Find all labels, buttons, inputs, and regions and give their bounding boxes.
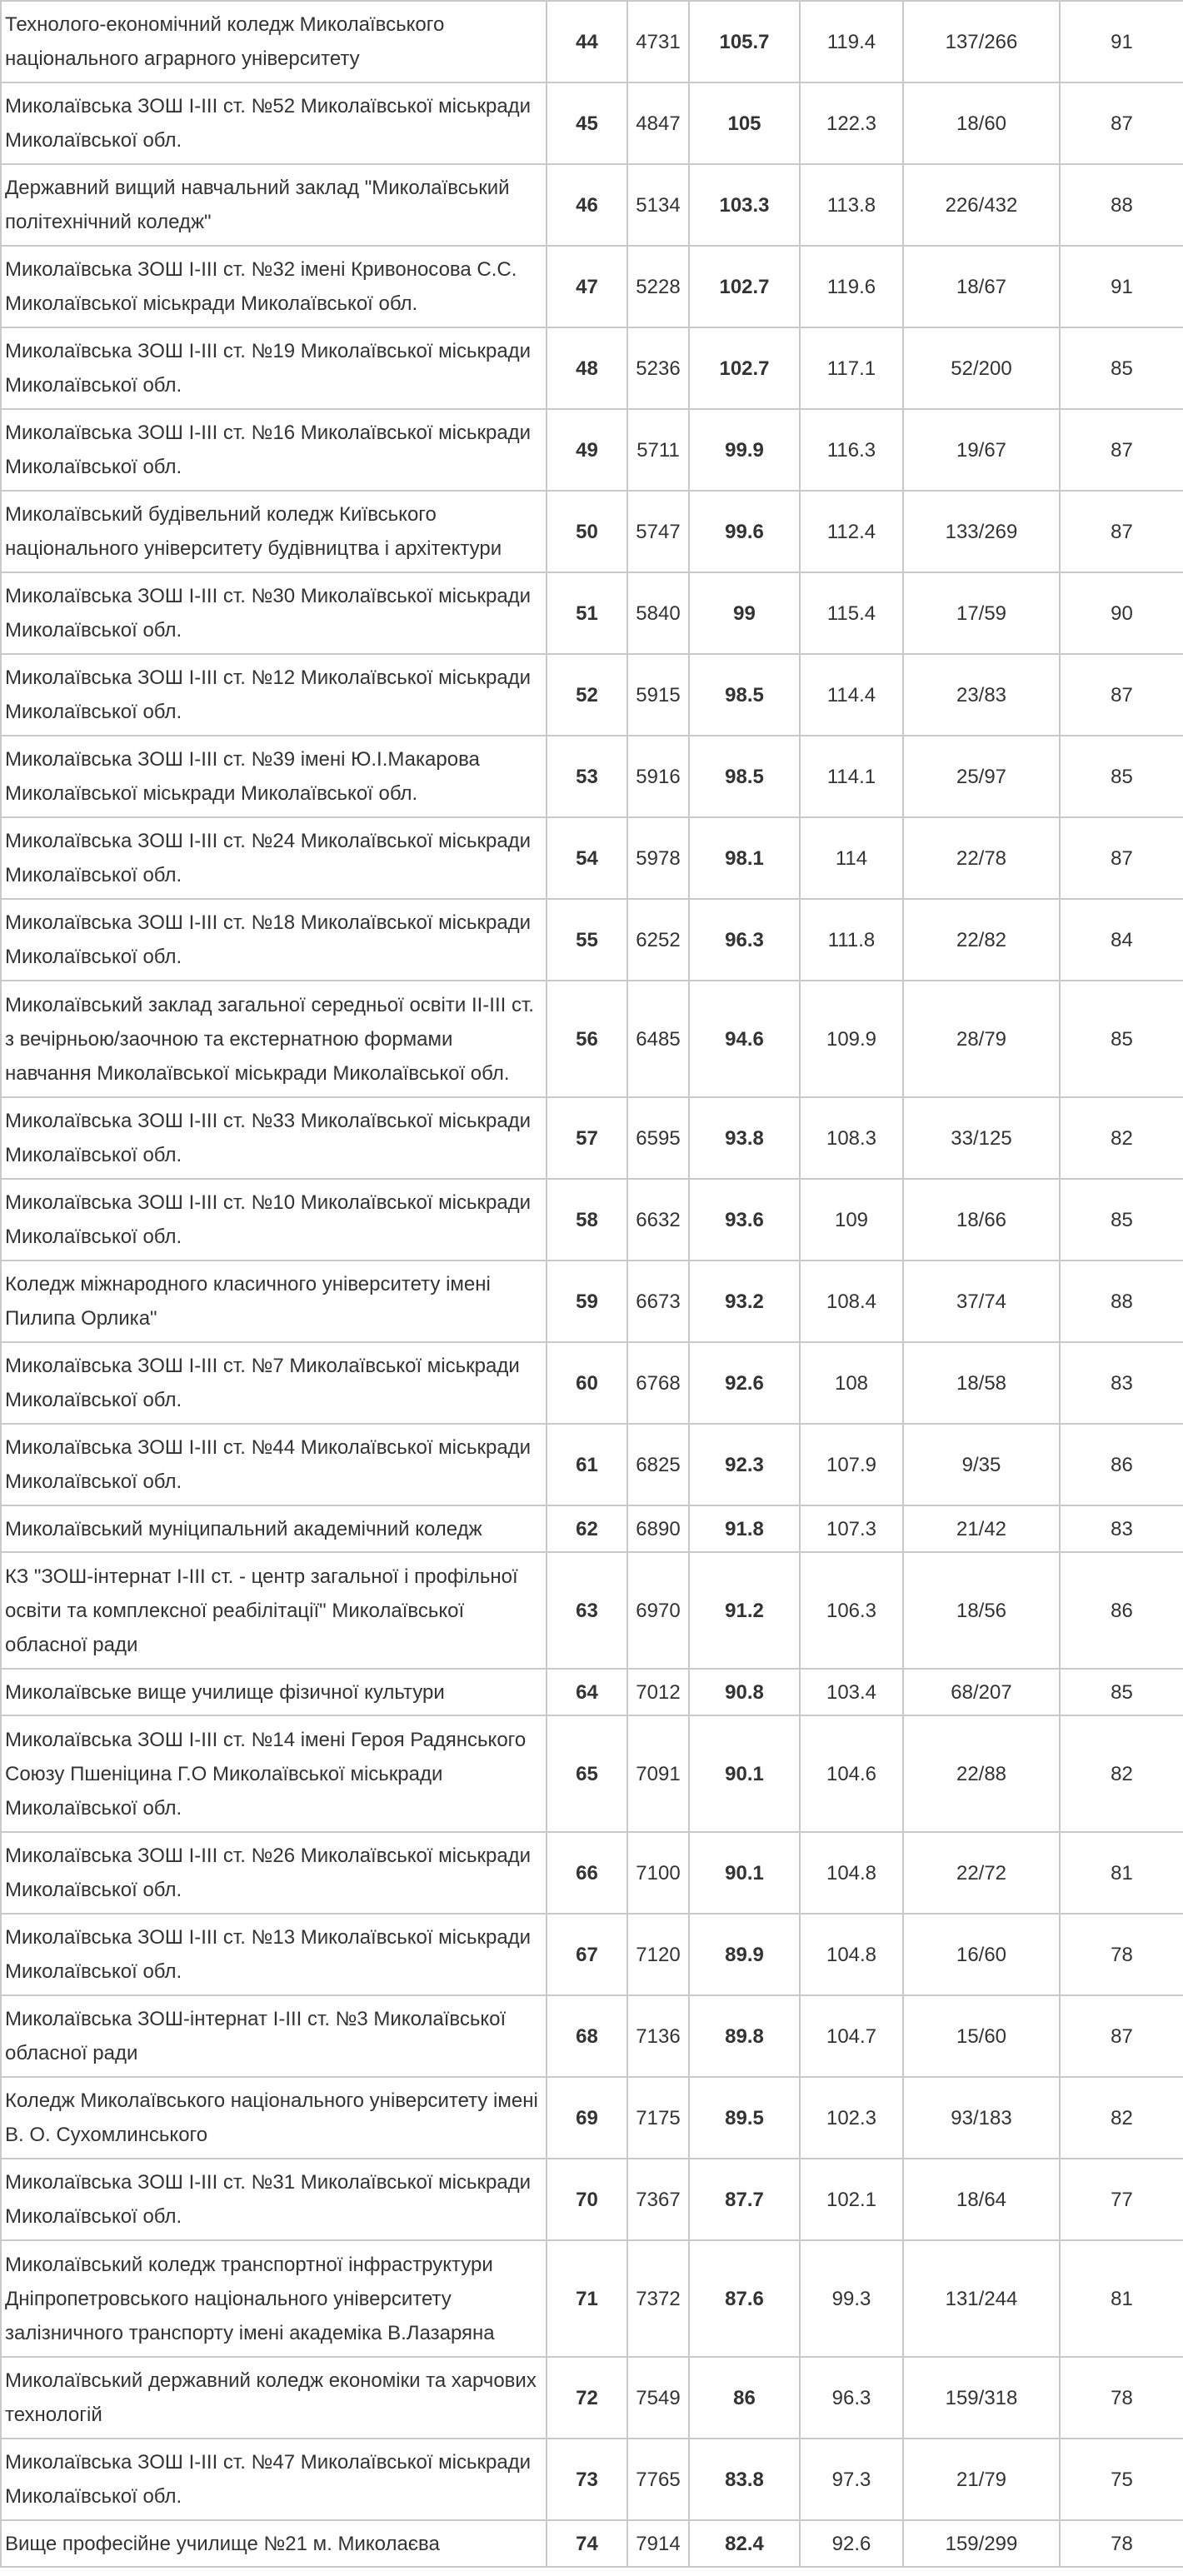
ratio-cell: 22/72: [903, 1832, 1060, 1914]
school-name-cell: КЗ "ЗОШ-інтернат I-III ст. - центр загальної і профільної освіти та комплексної реабілітації" Миколаївської обласної ради: [1, 1552, 547, 1669]
position-cell: 6890: [627, 1505, 689, 1552]
position-cell: 7091: [627, 1715, 689, 1832]
score-cell: 96.3: [689, 899, 800, 981]
table-row: [1, 327, 1183, 409]
average-cell: 108.4: [800, 1261, 903, 1342]
position-cell: 4731: [627, 1, 689, 82]
score-cell: 90.1: [689, 1715, 800, 1832]
percent-cell: 86: [1060, 1424, 1183, 1505]
position-cell: 5228: [627, 246, 689, 327]
ratio-cell: 68/207: [903, 1669, 1060, 1715]
position-cell: 7549: [627, 2357, 689, 2439]
percent-cell: 85: [1060, 1179, 1183, 1261]
table-row: [1, 817, 1183, 899]
rank-cell: 57: [547, 1097, 627, 1179]
rank-cell: 54: [547, 817, 627, 899]
ratio-cell: 19/67: [903, 409, 1060, 491]
school-name-cell: Миколаївська ЗОШ I-III ст. №13 Миколаївської міськради Миколаївської обл.: [1, 1914, 547, 1995]
rank-cell: 70: [547, 2159, 627, 2240]
rank-cell: 63: [547, 1552, 627, 1669]
percent-cell: 90: [1060, 572, 1183, 654]
ratio-cell: 23/83: [903, 654, 1060, 736]
average-cell: 109: [800, 1179, 903, 1261]
rank-cell: 59: [547, 1261, 627, 1342]
position-cell: 7914: [627, 2520, 689, 2567]
ratio-cell: 93/183: [903, 2077, 1060, 2159]
ratio-cell: 226/432: [903, 164, 1060, 246]
average-cell: 115.4: [800, 572, 903, 654]
table-row: [1, 2240, 1183, 2357]
position-cell: 7012: [627, 1669, 689, 1715]
rank-cell: 56: [547, 981, 627, 1097]
ratio-cell: 18/58: [903, 1342, 1060, 1424]
school-name-cell: Миколаївська ЗОШ I-III ст. №14 імені Героя Радянського Союзу Пшеніцина Г.О Миколаївської міськради Миколаївської обл.: [1, 1715, 547, 1832]
percent-cell: 78: [1060, 1914, 1183, 1995]
school-name-cell: Миколаївський заклад загальної середньої освіти II-III ст. з вечірньою/заочною та екстернатною формами навчання Миколаївської міськради Миколаївської обл.: [1, 981, 547, 1097]
position-cell: 6673: [627, 1261, 689, 1342]
table-row: [1, 1424, 1183, 1505]
ratio-cell: 18/66: [903, 1179, 1060, 1261]
rank-cell: 64: [547, 1669, 627, 1715]
school-name-cell: Миколаївська ЗОШ I-III ст. №33 Миколаївської міськради Миколаївської обл.: [1, 1097, 547, 1179]
table-row: [1, 1669, 1183, 1715]
percent-cell: 83: [1060, 1342, 1183, 1424]
rank-cell: 58: [547, 1179, 627, 1261]
rank-cell: 73: [547, 2439, 627, 2520]
percent-cell: 88: [1060, 164, 1183, 246]
score-cell: 99.6: [689, 491, 800, 572]
school-name-cell: Миколаївська ЗОШ I-III ст. №44 Миколаївської міськради Миколаївської обл.: [1, 1424, 547, 1505]
average-cell: 116.3: [800, 409, 903, 491]
score-cell: 93.2: [689, 1261, 800, 1342]
score-cell: 99.9: [689, 409, 800, 491]
position-cell: 6632: [627, 1179, 689, 1261]
position-cell: 7136: [627, 1995, 689, 2077]
table-row: [1, 2159, 1183, 2240]
score-cell: 86: [689, 2357, 800, 2439]
score-cell: 89.8: [689, 1995, 800, 2077]
average-cell: 104.8: [800, 1914, 903, 1995]
percent-cell: 87: [1060, 654, 1183, 736]
rank-cell: 60: [547, 1342, 627, 1424]
position-cell: 4847: [627, 82, 689, 164]
average-cell: 103.4: [800, 1669, 903, 1715]
percent-cell: 83: [1060, 1505, 1183, 1552]
score-cell: 91.8: [689, 1505, 800, 1552]
rank-cell: 52: [547, 654, 627, 736]
rank-cell: 48: [547, 327, 627, 409]
school-name-cell: Миколаївська ЗОШ I-III ст. №39 імені Ю.І.Макарова Миколаївської міськради Миколаївської обл.: [1, 736, 547, 817]
ratio-cell: 21/79: [903, 2439, 1060, 2520]
position-cell: 6252: [627, 899, 689, 981]
table-row: [1, 981, 1183, 1097]
score-cell: 98.5: [689, 736, 800, 817]
table-row: [1, 1179, 1183, 1261]
position-cell: 7100: [627, 1832, 689, 1914]
percent-cell: 84: [1060, 899, 1183, 981]
position-cell: 5915: [627, 654, 689, 736]
position-cell: 7120: [627, 1914, 689, 1995]
average-cell: 96.3: [800, 2357, 903, 2439]
average-cell: 106.3: [800, 1552, 903, 1669]
school-name-cell: Миколаївська ЗОШ-інтернат I-III ст. №3 Миколаївської обласної ради: [1, 1995, 547, 2077]
ratio-cell: 33/125: [903, 1097, 1060, 1179]
position-cell: 5711: [627, 409, 689, 491]
average-cell: 102.3: [800, 2077, 903, 2159]
table-row: [1, 491, 1183, 572]
percent-cell: 87: [1060, 491, 1183, 572]
position-cell: 7367: [627, 2159, 689, 2240]
table-row: [1, 1342, 1183, 1424]
score-cell: 102.7: [689, 327, 800, 409]
table-row: [1, 2439, 1183, 2520]
average-cell: 109.9: [800, 981, 903, 1097]
ratio-cell: 22/88: [903, 1715, 1060, 1832]
score-cell: 93.8: [689, 1097, 800, 1179]
ratio-cell: 17/59: [903, 572, 1060, 654]
score-cell: 103.3: [689, 164, 800, 246]
rank-cell: 49: [547, 409, 627, 491]
ratio-cell: 18/60: [903, 82, 1060, 164]
percent-cell: 91: [1060, 1, 1183, 82]
score-cell: 105.7: [689, 1, 800, 82]
average-cell: 97.3: [800, 2439, 903, 2520]
rank-cell: 74: [547, 2520, 627, 2567]
average-cell: 111.8: [800, 899, 903, 981]
ratio-cell: 131/244: [903, 2240, 1060, 2357]
ratio-cell: 22/78: [903, 817, 1060, 899]
average-cell: 104.7: [800, 1995, 903, 2077]
percent-cell: 88: [1060, 1261, 1183, 1342]
average-cell: 119.4: [800, 1, 903, 82]
ratio-cell: 137/266: [903, 1, 1060, 82]
position-cell: 6595: [627, 1097, 689, 1179]
school-name-cell: Миколаївська ЗОШ I-III ст. №47 Миколаївської міськради Миколаївської обл.: [1, 2439, 547, 2520]
rank-cell: 55: [547, 899, 627, 981]
rank-cell: 67: [547, 1914, 627, 1995]
school-name-cell: Миколаївський коледж транспортної інфраструктури Дніпропетровського національного університету залізничного транспорту імені академіка В.Лазаряна: [1, 2240, 547, 2357]
ratio-cell: 133/269: [903, 491, 1060, 572]
table-body: [1, 1, 1183, 2567]
table-row: [1, 409, 1183, 491]
ratio-cell: 9/35: [903, 1424, 1060, 1505]
rank-cell: 69: [547, 2077, 627, 2159]
position-cell: 5916: [627, 736, 689, 817]
percent-cell: 75: [1060, 2439, 1183, 2520]
average-cell: 114.4: [800, 654, 903, 736]
ratio-cell: 15/60: [903, 1995, 1060, 2077]
percent-cell: 82: [1060, 1097, 1183, 1179]
school-name-cell: Миколаївський будівельний коледж Київського національного університету будівництва і архітектури: [1, 491, 547, 572]
score-cell: 92.6: [689, 1342, 800, 1424]
percent-cell: 85: [1060, 1669, 1183, 1715]
school-name-cell: Миколаївська ЗОШ I-III ст. №7 Миколаївської міськради Миколаївської обл.: [1, 1342, 547, 1424]
rank-cell: 61: [547, 1424, 627, 1505]
rank-cell: 72: [547, 2357, 627, 2439]
school-name-cell: Миколаївська ЗОШ I-III ст. №24 Миколаївської міськради Миколаївської обл.: [1, 817, 547, 899]
table-row: [1, 2520, 1183, 2567]
average-cell: 107.9: [800, 1424, 903, 1505]
percent-cell: 91: [1060, 246, 1183, 327]
average-cell: 104.6: [800, 1715, 903, 1832]
school-name-cell: Миколаївська ЗОШ I-III ст. №32 імені Кривоносова С.С. Миколаївської міськради Миколаївської обл.: [1, 246, 547, 327]
ratio-cell: 159/299: [903, 2520, 1060, 2567]
percent-cell: 81: [1060, 1832, 1183, 1914]
table-row: [1, 1832, 1183, 1914]
table-row: [1, 1552, 1183, 1669]
rank-cell: 66: [547, 1832, 627, 1914]
school-name-cell: Вище професійне училище №21 м. Миколаєва: [1, 2520, 547, 2567]
rank-cell: 51: [547, 572, 627, 654]
school-name-cell: Миколаївський муніципальний академічний коледж: [1, 1505, 547, 1552]
percent-cell: 87: [1060, 817, 1183, 899]
ratio-cell: 18/64: [903, 2159, 1060, 2240]
position-cell: 5236: [627, 327, 689, 409]
table-row: [1, 736, 1183, 817]
rank-cell: 45: [547, 82, 627, 164]
table-row: [1, 1, 1183, 82]
ratio-cell: 52/200: [903, 327, 1060, 409]
percent-cell: 87: [1060, 1995, 1183, 2077]
average-cell: 99.3: [800, 2240, 903, 2357]
school-name-cell: Миколаївська ЗОШ I-III ст. №12 Миколаївської міськради Миколаївської обл.: [1, 654, 547, 736]
score-cell: 89.5: [689, 2077, 800, 2159]
average-cell: 117.1: [800, 327, 903, 409]
ratio-cell: 25/97: [903, 736, 1060, 817]
score-cell: 90.8: [689, 1669, 800, 1715]
score-cell: 93.6: [689, 1179, 800, 1261]
percent-cell: 85: [1060, 327, 1183, 409]
school-name-cell: Миколаївська ЗОШ I-III ст. №19 Миколаївської міськради Миколаївської обл.: [1, 327, 547, 409]
ratio-cell: 18/56: [903, 1552, 1060, 1669]
table-row: [1, 1505, 1183, 1552]
score-cell: 91.2: [689, 1552, 800, 1669]
ratio-cell: 159/318: [903, 2357, 1060, 2439]
position-cell: 6485: [627, 981, 689, 1097]
position-cell: 5978: [627, 817, 689, 899]
position-cell: 7175: [627, 2077, 689, 2159]
average-cell: 122.3: [800, 82, 903, 164]
table-row: [1, 899, 1183, 981]
score-cell: 90.1: [689, 1832, 800, 1914]
table-row: [1, 82, 1183, 164]
table-row: [1, 1995, 1183, 2077]
percent-cell: 77: [1060, 2159, 1183, 2240]
average-cell: 108: [800, 1342, 903, 1424]
school-name-cell: Миколаївська ЗОШ I-III ст. №52 Миколаївської міськради Миколаївської обл.: [1, 82, 547, 164]
position-cell: 6825: [627, 1424, 689, 1505]
position-cell: 7372: [627, 2240, 689, 2357]
table-row: [1, 1715, 1183, 1832]
score-cell: 89.9: [689, 1914, 800, 1995]
percent-cell: 82: [1060, 2077, 1183, 2159]
school-name-cell: Коледж міжнародного класичного університету імені Пилипа Орлика": [1, 1261, 547, 1342]
score-cell: 105: [689, 82, 800, 164]
position-cell: 5840: [627, 572, 689, 654]
ratio-cell: 18/67: [903, 246, 1060, 327]
school-name-cell: Технолого-економічний коледж Миколаївського національного аграрного університету: [1, 1, 547, 82]
score-cell: 82.4: [689, 2520, 800, 2567]
rank-cell: 71: [547, 2240, 627, 2357]
rank-cell: 44: [547, 1, 627, 82]
position-cell: 6970: [627, 1552, 689, 1669]
table-row: [1, 572, 1183, 654]
rank-cell: 53: [547, 736, 627, 817]
score-cell: 98.1: [689, 817, 800, 899]
percent-cell: 86: [1060, 1552, 1183, 1669]
school-name-cell: Миколаївська ЗОШ I-III ст. №30 Миколаївської міськради Миколаївської обл.: [1, 572, 547, 654]
school-name-cell: Миколаївська ЗОШ I-III ст. №18 Миколаївської міськради Миколаївської обл.: [1, 899, 547, 981]
average-cell: 114.1: [800, 736, 903, 817]
score-cell: 87.7: [689, 2159, 800, 2240]
score-cell: 99: [689, 572, 800, 654]
ratio-cell: 16/60: [903, 1914, 1060, 1995]
rank-cell: 47: [547, 246, 627, 327]
average-cell: 108.3: [800, 1097, 903, 1179]
average-cell: 92.6: [800, 2520, 903, 2567]
ratio-cell: 28/79: [903, 981, 1060, 1097]
percent-cell: 78: [1060, 2357, 1183, 2439]
score-cell: 98.5: [689, 654, 800, 736]
percent-cell: 87: [1060, 409, 1183, 491]
position-cell: 6768: [627, 1342, 689, 1424]
table-row: [1, 1097, 1183, 1179]
score-cell: 83.8: [689, 2439, 800, 2520]
average-cell: 119.6: [800, 246, 903, 327]
ratio-cell: 21/42: [903, 1505, 1060, 1552]
rank-cell: 62: [547, 1505, 627, 1552]
average-cell: 104.8: [800, 1832, 903, 1914]
average-cell: 112.4: [800, 491, 903, 572]
ratio-cell: 37/74: [903, 1261, 1060, 1342]
percent-cell: 82: [1060, 1715, 1183, 1832]
rank-cell: 46: [547, 164, 627, 246]
school-name-cell: Миколаївське вище училище фізичної культури: [1, 1669, 547, 1715]
rank-cell: 68: [547, 1995, 627, 2077]
percent-cell: 85: [1060, 736, 1183, 817]
school-name-cell: Миколаївський державний коледж економіки та харчових технологій: [1, 2357, 547, 2439]
score-cell: 94.6: [689, 981, 800, 1097]
position-cell: 5134: [627, 164, 689, 246]
average-cell: 107.3: [800, 1505, 903, 1552]
school-name-cell: Миколаївська ЗОШ I-III ст. №26 Миколаївської міськради Миколаївської обл.: [1, 1832, 547, 1914]
table-row: [1, 1261, 1183, 1342]
position-cell: 5747: [627, 491, 689, 572]
table-row: [1, 246, 1183, 327]
rank-cell: 65: [547, 1715, 627, 1832]
average-cell: 113.8: [800, 164, 903, 246]
table-row: [1, 2357, 1183, 2439]
position-cell: 7765: [627, 2439, 689, 2520]
average-cell: 114: [800, 817, 903, 899]
table-row: [1, 2077, 1183, 2159]
score-cell: 92.3: [689, 1424, 800, 1505]
school-name-cell: Миколаївська ЗОШ I-III ст. №10 Миколаївської міськради Миколаївської обл.: [1, 1179, 547, 1261]
score-cell: 102.7: [689, 246, 800, 327]
table-row: [1, 654, 1183, 736]
percent-cell: 85: [1060, 981, 1183, 1097]
school-name-cell: Коледж Миколаївського національного університету імені В. О. Сухомлинського: [1, 2077, 547, 2159]
percent-cell: 81: [1060, 2240, 1183, 2357]
table-row: [1, 164, 1183, 246]
school-name-cell: Миколаївська ЗОШ I-III ст. №16 Миколаївської міськради Миколаївської обл.: [1, 409, 547, 491]
percent-cell: 87: [1060, 82, 1183, 164]
percent-cell: 78: [1060, 2520, 1183, 2567]
school-name-cell: Миколаївська ЗОШ I-III ст. №31 Миколаївської міськради Миколаївської обл.: [1, 2159, 547, 2240]
ratio-cell: 22/82: [903, 899, 1060, 981]
average-cell: 102.1: [800, 2159, 903, 2240]
score-cell: 87.6: [689, 2240, 800, 2357]
rank-cell: 50: [547, 491, 627, 572]
school-name-cell: Державний вищий навчальний заклад "Миколаївський політехнічний коледж": [1, 164, 547, 246]
table-row: [1, 1914, 1183, 1995]
